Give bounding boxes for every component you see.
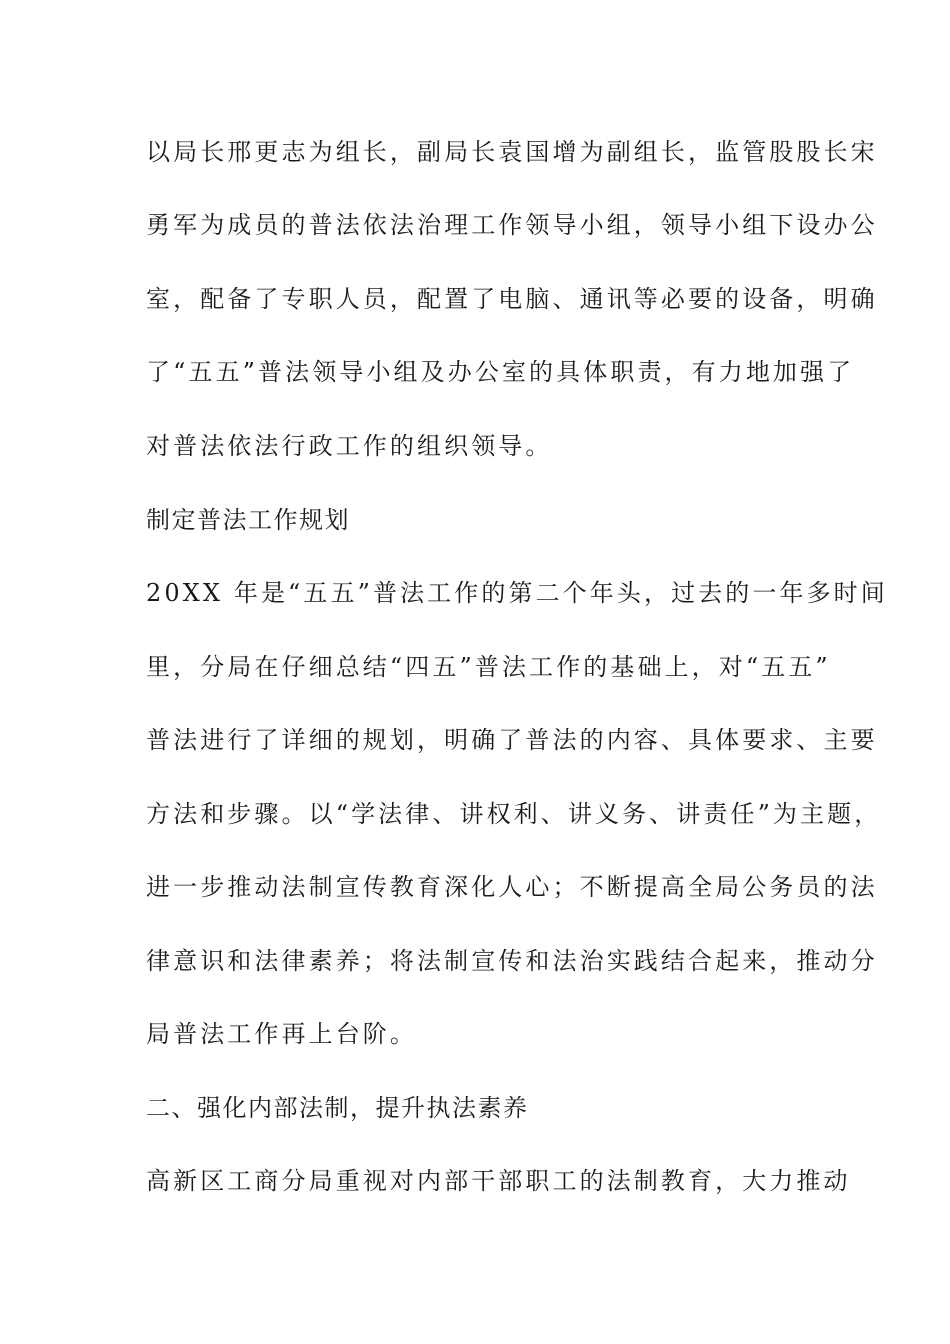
paragraph-line: 20XX 年是“五五”普法工作的第二个年头，过去的一年多时间	[146, 579, 888, 607]
section-heading: 制定普法工作规划	[146, 506, 350, 534]
paragraph-line: 勇军为成员的普法依法治理工作领导小组，领导小组下设办公	[146, 211, 878, 239]
paragraph-line: 了“五五”普法领导小组及办公室的具体职责，有力地加强了	[146, 358, 855, 386]
paragraph-line: 室，配备了专职人员，配置了电脑、通讯等必要的设备，明确	[146, 285, 878, 313]
paragraph-line: 律意识和法律素养；将法制宣传和法治实践结合起来，推动分	[146, 947, 878, 975]
paragraph-line: 局普法工作再上台阶。	[146, 1020, 417, 1048]
paragraph-line: 高新区工商分局重视对内部干部职工的法制教育，大力推动	[146, 1167, 851, 1195]
paragraph-line: 里，分局在仔细总结“四五”普法工作的基础上，对“五五”	[146, 653, 831, 681]
paragraph-line: 以局长邢更志为组长，副局长袁国增为副组长，监管股股长宋	[146, 138, 878, 166]
paragraph-line: 进一步推动法制宣传教育深化人心；不断提高全局公务员的法	[146, 873, 878, 901]
paragraph-line: 方法和步骤。以“学法律、讲权利、讲义务、讲责任”为主题，	[146, 800, 882, 828]
paragraph-line: 对普法依法行政工作的组织领导。	[146, 432, 553, 460]
paragraph-line: 普法进行了详细的规划，明确了普法的内容、具体要求、主要	[146, 726, 878, 754]
section-heading: 二、强化内部法制，提升执法素养	[146, 1094, 529, 1122]
